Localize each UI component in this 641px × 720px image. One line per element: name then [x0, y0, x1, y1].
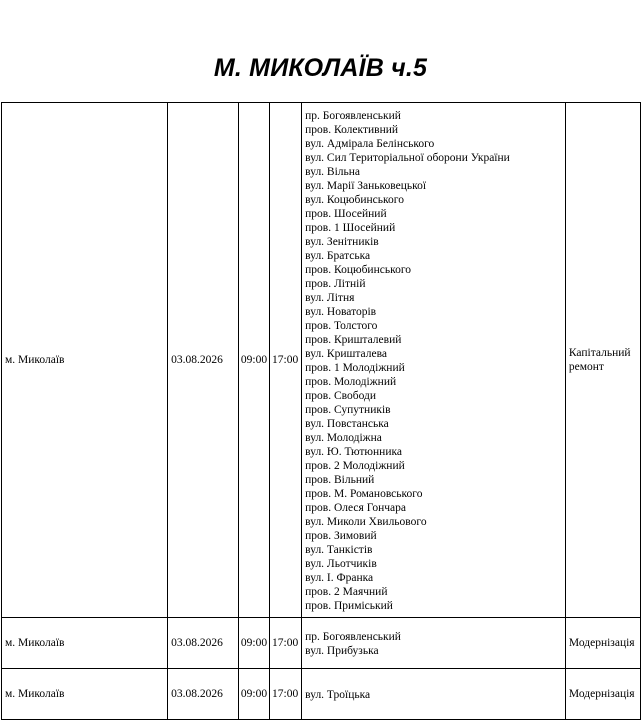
street-item: пров. Свободи — [305, 390, 377, 402]
work-type-cell: Капітальний ремонт — [565, 103, 640, 618]
street-item: вул. Прибузька — [305, 645, 379, 657]
street-item: пров. Толстого — [305, 320, 378, 332]
date-cell: 03.08.2026 — [168, 669, 239, 720]
work-type-cell: Модернізація — [565, 669, 640, 720]
street-item: вул. Ю. Тютюнника — [305, 446, 402, 458]
street-item: вул. Вільна — [305, 166, 361, 178]
street-item: вул. Молодіжна — [305, 432, 382, 444]
city-cell: м. Миколаїв — [2, 103, 168, 618]
street-item: пров. Приміський — [305, 600, 393, 612]
street-item: вул. Адмірала Белінського — [305, 138, 435, 150]
street-item: пр. Богоявленський — [305, 110, 401, 122]
start-time-cell: 09:00 — [238, 669, 269, 720]
street-item: пров. Олеся Гончара — [305, 502, 406, 514]
street-item: вул. Танкістів — [305, 544, 373, 556]
street-item: вул. Льотчиків — [305, 558, 377, 570]
start-time-cell: 09:00 — [238, 618, 269, 669]
street-item: пров. Зимовий — [305, 530, 377, 542]
work-type-cell: Модернізація — [565, 618, 640, 669]
table-row — [2, 618, 641, 669]
end-time-cell: 17:00 — [270, 618, 302, 669]
street-item: вул. Миколи Хвильового — [305, 516, 427, 528]
start-time-cell: 09:00 — [238, 103, 269, 618]
street-item: пров. Супутників — [305, 404, 391, 416]
street-item: вул. Новаторів — [305, 306, 377, 318]
street-item: пров. Коцюбинського — [305, 264, 412, 276]
street-item: пров. Літній — [305, 278, 366, 290]
street-item: вул. Братська — [305, 250, 371, 262]
table-row — [2, 103, 641, 618]
streets-cell — [302, 618, 566, 669]
city-cell: м. Миколаїв — [2, 618, 168, 669]
street-item: пров. 1 Молодіжний — [305, 362, 405, 374]
streets-cell — [302, 669, 566, 720]
streets-cell — [302, 103, 566, 618]
street-item: вул. Кришталева — [305, 348, 387, 360]
street-item: вул. Марії Заньковецької — [305, 180, 427, 192]
street-item: пров. Шосейний — [305, 208, 387, 220]
street-item: вул. Коцюбинського — [305, 194, 404, 206]
table-row — [2, 669, 641, 720]
street-item: пров. М. Романовського — [305, 488, 423, 500]
street-item: пров. Вільний — [305, 474, 375, 486]
street-item: пров. Кришталевий — [305, 334, 402, 346]
street-item: вул. Літня — [305, 292, 355, 304]
street-item: вул. І. Франка — [305, 572, 374, 584]
street-item: пров. Колективний — [305, 124, 399, 136]
street-item: пр. Богоявленський — [305, 631, 401, 643]
street-item: вул. Сил Територіальної оборони України — [305, 152, 510, 164]
street-item: вул. Троїцька — [305, 689, 371, 701]
outage-schedule-table — [1, 102, 641, 720]
street-item: пров. Молодіжний — [305, 376, 397, 388]
street-item: вул. Зенітників — [305, 236, 379, 248]
date-cell: 03.08.2026 — [168, 618, 239, 669]
city-cell: м. Миколаїв — [2, 669, 168, 720]
street-item: пров. 2 Маячний — [305, 586, 388, 598]
street-item: вул. Повстанська — [305, 418, 389, 430]
street-item: пров. 2 Молодіжний — [305, 460, 405, 472]
page-title: М. МИКОЛАЇВ ч.5 — [213, 54, 428, 82]
street-item: пров. 1 Шосейний — [305, 222, 396, 234]
date-cell: 03.08.2026 — [168, 103, 239, 618]
end-time-cell: 17:00 — [270, 103, 302, 618]
end-time-cell: 17:00 — [270, 669, 302, 720]
